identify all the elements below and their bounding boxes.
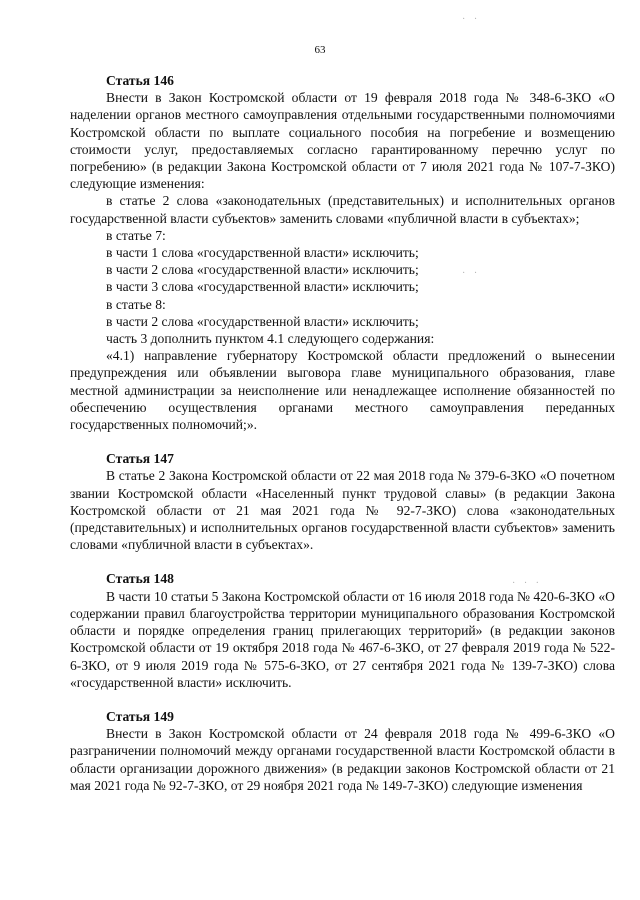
article-heading: Статья 147: [106, 451, 174, 467]
article-149: [70, 708, 615, 794]
article-heading: Статья 149: [106, 708, 174, 724]
article-paragraph: В статье 2 Закона Костромской области от 22 мая 2018 года № 379-6-ЗКО «О почетном звании Костромской области «Населенный пункт трудовой славы» (в редакции Закона Костромской области от 21 мая 2021 года № 92-7-ЗКО) слова «законодательных (представительных) и исполнительных органов государственной власти субъектов» заменить словами «публичной власти в субъектах».: [70, 468, 615, 553]
article-paragraph: Внести в Закон Костромской области от 24 февраля 2018 года № 499-6-ЗКО «О разграничении полномочий между органами государственной власти Костромской области в области организации дорожного движения» (в редакции законов Костромской области от 21 мая 2021 года № 92-7-ЗКО, от 29 ноября 2021 года № 149-7-ЗКО) следующие изменения: [70, 726, 615, 793]
article-paragraph: в статье 7:: [106, 227, 166, 243]
scan-artifact: · ·: [462, 268, 481, 279]
article-paragraph: в части 2 слова «государственной власти» исключить;: [106, 262, 419, 278]
scan-artifact: · ·: [462, 14, 481, 25]
page-number: 63: [314, 44, 326, 56]
article-paragraph: часть 3 дополнить пунктом 4.1 следующего содержания:: [106, 331, 435, 347]
article-paragraph: Внести в Закон Костромской области от 19 февраля 2018 года № 348-6-ЗКО «О наделении органов местного самоуправления отдельными государственными полномочиями Костромской области по выплате социального пособия на погребение и возмещению стоимости услуг, предоставляемых согласно гарантированному перечню услуг по погребению» (в редакции Закона Костромской области от 7 июля 2021 года № 107-7-ЗКО) следующие изменения:: [70, 90, 615, 192]
article-heading: Статья 146: [106, 73, 174, 88]
article-paragraph: «4.1) направление губернатору Костромской области предложений о вынесении предупреждения или объявлении выговора главе муниципального образования, главе местной администрации за неисполнение или ненадлежащее исполнение обязанностей по обеспечению осуществления органами местного самоуправления переданных государственных полномочий;».: [70, 348, 615, 433]
scan-artifact: · · ·: [512, 578, 542, 589]
article-147: [70, 450, 615, 553]
article-paragraph: в статье 8:: [106, 296, 166, 312]
article-paragraph: В части 10 статьи 5 Закона Костромской области от 16 июля 2018 года № 420-6-ЗКО «О содержании правил благоустройства территории муниципального образования Костромской области и порядке определения границ прилегающих территорий» (в редакции законов Костромской области от 19 октября 2018 года № 467-6-ЗКО, от 27 февраля 2019 года № 522-6-ЗКО, от 9 июля 2019 года № 575-6-ЗКО, от 27 сентября 2021 года № 139-7-ЗКО) слова «государственной власти» исключить.: [70, 588, 615, 690]
article-paragraph: в части 1 слова «государственной власти» исключить;: [106, 245, 419, 261]
article-paragraph: в части 2 слова «государственной власти» исключить;: [106, 313, 419, 329]
document-body: [70, 72, 615, 794]
article-paragraph: в части 3 слова «государственной власти» исключить;: [106, 279, 419, 295]
article-heading: Статья 148: [106, 571, 174, 587]
article-paragraph: в статье 2 слова «законодательных (представительных) и исполнительных органов государственной власти субъектов» заменить словами «публичной власти в субъектах»;: [70, 193, 615, 226]
article-146: [70, 72, 615, 433]
